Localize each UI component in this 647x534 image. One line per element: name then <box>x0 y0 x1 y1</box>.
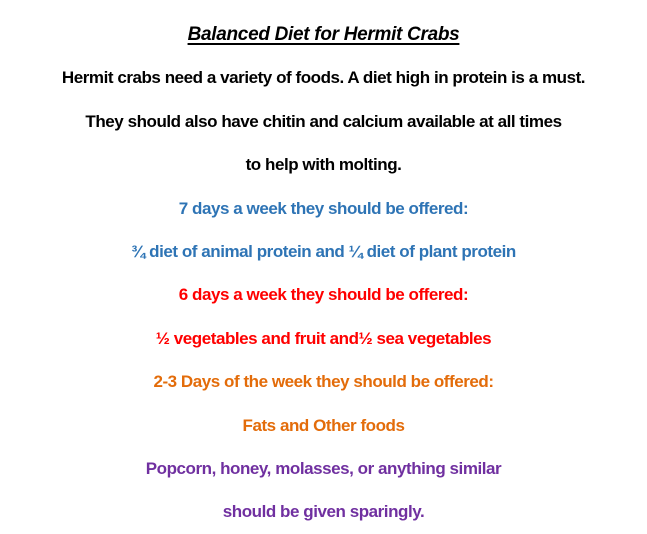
document-title <box>0 13 647 56</box>
paragraph-line: ¾ diet of animal protein and ¼ diet of plant protein <box>131 241 516 261</box>
document-title-text: Balanced Diet for Hermit Crabs <box>187 24 460 45</box>
paragraph-line: Hermit crabs need a variety of foods. A diet high in protein is a must. <box>61 68 586 88</box>
paragraph-line: to help with molting. <box>245 155 402 175</box>
paragraph-list <box>0 56 647 533</box>
paragraph-line: 7 days a week they should be offered: <box>178 198 469 218</box>
paragraph-line: Fats and Other foods <box>242 415 405 435</box>
paragraph-line: 2-3 Days of the week they should be offered: <box>153 372 494 392</box>
paragraph-line: They should also have chitin and calcium available at all times <box>85 111 562 131</box>
paragraph-line: Popcorn, honey, molasses, or anything similar <box>145 458 502 478</box>
paragraph-line: 6 days a week they should be offered: <box>178 285 469 305</box>
paragraph-line: ½ vegetables and fruit and½ sea vegetables <box>155 328 492 348</box>
paragraph-line: should be given sparingly. <box>222 502 425 522</box>
